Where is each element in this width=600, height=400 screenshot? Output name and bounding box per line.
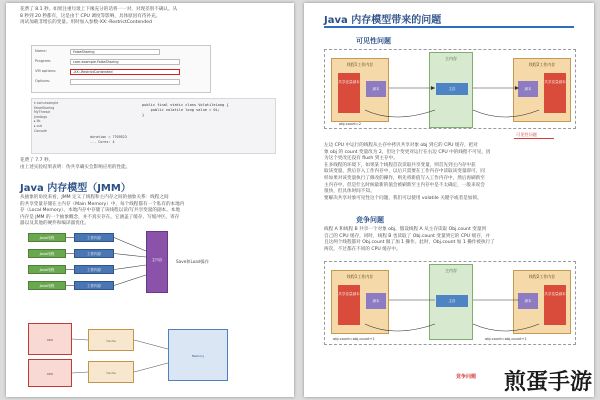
visibility-arrows [325,50,577,130]
cpu-b-box: 共享变量副本 [544,73,566,113]
shared-var-box: 主存 [436,83,468,95]
race-arrows [325,262,577,346]
intro-line: 花费了 8.1 秒。如果注重垃圾上下缘充分的话将一一对，对现差别不确认。从 [20,7,178,12]
dialog-label: Options: [35,79,51,83]
text-line: 两次，不过都在不同的 CPU 缓存中。 [324,246,401,252]
text-line: 取该变量，然后存入工作内存中，以后只需要在工作内存中读取该变量即可。同 [324,169,485,175]
work-memory-box: 工作内存 [74,281,114,290]
thread-a-title: 线程1工作内存 [346,62,374,67]
race-heading: 竞争问题 [356,216,384,224]
cpu-a-box: 共享变量副本 [338,285,360,325]
copy-b-box: 副本 [518,293,538,309]
work-memory-box: 工作内存 [74,233,114,242]
text-line: 由上述实验结果表明：伪共享确实会影响应用的性能。 [20,164,131,170]
text-line: 很快，但具体时间不知。 [324,189,375,195]
code-line: } [142,113,145,117]
text-line: 为这个更改还没有 flush 到主存中。 [324,156,398,162]
race-diagram [324,261,576,345]
java-thread-box: Java线程 [28,281,66,290]
main-memory-title: 主内存 [445,56,457,61]
jmm-heading: Java 内存模型（JMM） [20,183,131,194]
text-line: 内存是 JMM 的一个抽象概念，并不真实存在。它涵盖了缓存、写缓冲区、寄存 [20,214,180,220]
program-field[interactable]: com.example.FalseSharing [70,59,180,65]
jmm-paragraph [20,195,282,228]
visibility-annotation: 可见性问题 [516,132,537,137]
java-thread-box: Java线程 [28,265,66,274]
intro-line: 再试加载非增长的变量。用时加入参数-XX:-RestrictContended [20,20,152,26]
after-code-text [20,158,282,171]
right-title: Java 内存模型带来的问题 [324,15,442,26]
main-memory-title: 主内存 [445,268,457,273]
copy-a-box: 副本 [366,293,386,309]
console-output [90,135,127,145]
cpu-b-box: 共享变量副本 [544,285,566,325]
jmm-arrows [28,231,260,313]
work-memory-box: 工作内存 [74,249,114,258]
text-line: 存（Local Memory），本地内存中存储了该线程以读/写共享变量的副本。本地 [20,208,180,214]
console-line: ... Cores: 4 [90,140,115,144]
text-line: 左边 CPU 中运行的线程从主存中拷贝共享对象 obj 到它的 CPU 缓存，把对 [324,143,478,148]
count-b-label: obj.count=obj.count+1 [485,337,527,341]
project-tree [34,101,102,133]
watermark-logo: 煎蛋手游 [503,370,592,395]
obj-count-label: obj.count=2 [339,122,362,126]
intro-line: 8 秒到 20 秒都有，这是由于 CPU 调度等影响，具体原因有待补充。 [20,13,161,19]
tree-item[interactable]: FalseSharing [34,105,55,110]
copy-b-box: 副本 [518,81,538,97]
visibility-diagram [324,49,576,129]
race-paragraph [324,227,586,253]
text-line: 主内存中。但是什么时候最新的值会被刷新至主内存中是不太确定，一般来说会 [324,182,485,188]
console-line: duration = 7709523 [90,135,127,139]
save-load-label: Save和Load操作 [176,259,209,264]
count-a-label: obj.count=obj.count+1 [333,337,375,341]
text-line: 的共享变量存储在主内存（Main Memory）中，每个线程都有一个私有的本地内 [20,201,185,207]
name-field[interactable]: FalseSharing [70,49,160,55]
shared-var-box: 主存 [436,295,468,307]
cpu-block: CPU [28,359,72,387]
dialog-label: VM options: [35,69,57,73]
dialog-label: Name: [35,49,47,53]
thread-b-title: 线程2工作内存 [528,62,556,67]
annotation-underline [514,138,554,139]
text-line: 自己的 CPU 缓存，同时，线程 B 也读取了 Obj.count 变量到它的 CPU 缓存，并 [324,233,490,239]
right-page [304,3,594,397]
tree-item[interactable]: ▸ out [34,123,42,128]
main-memory-box: 主内存 [146,231,168,293]
code-editor [142,103,229,118]
tree-item[interactable]: ▸ lib [34,119,41,124]
visibility-heading: 可见性问题 [356,37,391,45]
work-memory-box: 工作内存 [74,265,114,274]
java-thread-box: Java线程 [28,249,66,258]
code-line: public final static class VolatileLong { [142,103,229,107]
text-line: 线程 A 和线程 B 共享一个对象 obj。假设线程 A 从主存读取 Obj.count 变量到 [324,227,487,232]
text-line: 器以及其他的硬件和编译器优化。 [20,221,89,227]
text-line: 且这两个线程都对 Obj.count 做了加 1 操作。此时，Obj.count 加 1 操作被执行了 [324,240,495,246]
vm-options-field[interactable]: -XX:-RestrictContended [70,69,180,75]
jmm-diagram [28,231,260,313]
code-line: public volatile long value = 0L; [142,108,220,112]
memory-block: Memory [168,329,228,381]
dialog-label: Program: [35,59,52,63]
left-page [6,3,294,397]
text-line: 要解决共享对象可见性这个问题，我们可以使用 volatile 关键字或者是加锁。 [324,195,482,201]
cpu-block: CPU [28,323,72,355]
thread-a-title: 线程1工作内存 [346,274,374,279]
arch-arrows [28,319,278,391]
intro-text [20,7,282,27]
visibility-paragraph [324,143,586,202]
text-line: 样如果对该变量执行了修改的操作，则先将新值写入工作内存中，然后再刷新至 [324,175,485,181]
run-config-dialog [31,45,211,93]
cpu-a-box: 共享变量副本 [338,73,360,113]
text-line: 象 obj 的 count 变量改为 2，但这个变更对运行在右边 CPU 中的线程不可见，因 [324,149,491,155]
tree-item[interactable]: ▾ com.example [34,101,59,105]
copy-a-box: 副本 [366,81,386,97]
cache-block: Cache [88,361,134,383]
hardware-architecture-diagram [28,319,278,391]
tree-item[interactable]: MyThread [34,110,50,115]
options-field[interactable] [70,79,180,85]
title-rule [324,26,574,28]
tree-item[interactable]: Console [34,128,47,133]
footer-heading: 竞争问题 [456,374,477,380]
text-line: 花费了 7.7 秒。 [20,158,54,163]
cache-block: Cache [88,329,134,351]
text-line: 从抽象的角度来看，JMM 定义了线程和主内存之间的抽象关系：线程之间 [20,195,169,200]
tree-item[interactable]: JvmArgs [34,114,48,119]
text-line: 在多线程的环境下，如果某个线程首次读取共享变量，则首先到主内存中获 [324,162,476,168]
thread-b-title: 线程2工作内存 [528,274,556,279]
java-thread-box: Java线程 [28,233,66,242]
code-screenshot [31,98,276,154]
